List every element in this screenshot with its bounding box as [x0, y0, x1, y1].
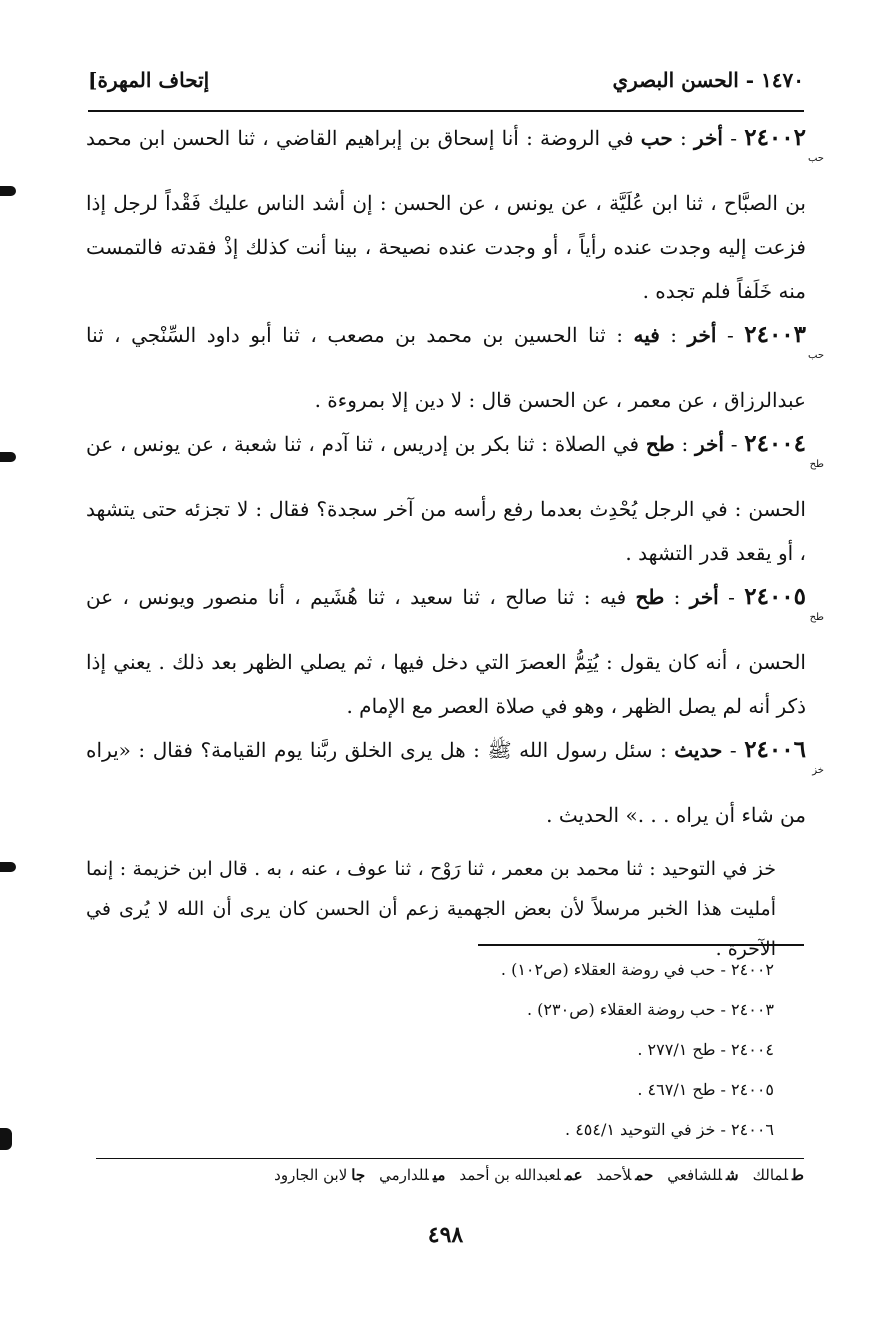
entry-24002: حب٢٤٠٠٢ - أخر : حب في الروضة : أنا إسحاق بن إبراهيم القاضي ، ثنا الحسن ابن محمد بن الصبَّاح ، ثنا ابن عُلَيَّة ، عن يونس ، عن الحسن : إن أشد الناس عليك فَقْداً لرجل إذا فزعت إليه وجدت عنده رأياً ، أو وجدت عنده نصيحة ، بينا أنت كذلك إذْ فقدته فالتمست منه خَلَفاً فلم تجده . — [86, 124, 824, 303]
header-right-title: ١٤٧٠ - الحسن البصري — [612, 68, 804, 92]
footnote-rule — [478, 944, 804, 946]
abbreviation-legend — [96, 1166, 804, 1184]
entry-number: ٢٤٠٠٢ — [744, 124, 806, 151]
legend-item — [274, 1166, 365, 1184]
entry-kind: أخر — [694, 126, 723, 150]
legend-abbr: حم — [635, 1166, 654, 1184]
entry-kind: أخر — [689, 585, 719, 609]
source-tag: حب — [808, 350, 825, 361]
legend-item — [597, 1166, 654, 1184]
footnote-item: ٢٤٠٠٦ - خز في التوحيد ٤٥٤/١ . — [565, 1120, 774, 1139]
entry-source: فيه — [633, 323, 660, 347]
header-left-title: [إتحاف المهرة — [88, 68, 210, 92]
entry-24006: خز٢٤٠٠٦ - حديث : سئل رسول الله ﷺ : هل يرى الخلق ربَّنا يوم القيامة؟ فقال : «يراه من شاء أن يراه . . .» الحديث . — [86, 736, 824, 827]
entry-source: حب — [640, 126, 673, 150]
legend-name: لعبدالله بن أحمد — [459, 1166, 561, 1184]
margin-mark — [0, 862, 16, 872]
margin-mark — [0, 452, 16, 462]
entry-text: في الصلاة : ثنا بكر بن إدريس ، ثنا آدم ، ثنا شعبة ، عن يونس ، عن الحسن : في الرجل يُحْدِث بعدما رفع رأسه من آخر سجدة؟ فقال : لا تجزئه حتى يتشهد ، أو يقعد قدر التشهد . — [86, 432, 806, 565]
entry-text: فيه : ثنا صالح ، ثنا سعيد ، ثنا هُشَيم ، أنا منصور ويونس ، عن الحسن ، أنه كان يقول : يُتِمُّ العصرَ التي دخل فيها ، ثم يصلي الظهر بعد ذلك . يعني إذا ذكر أنه لم يصل الظهر ، وهو في صلاة العصر مع الإمام . — [86, 585, 806, 718]
source-tag: خز — [812, 765, 824, 776]
footnote-item: ٢٤٠٠٣ - حب روضة العقلاء (ص٢٣٠) . — [526, 1000, 774, 1019]
entry-source: طح — [645, 432, 675, 456]
source-tag: طح — [809, 612, 825, 623]
entry-kind: حديث — [674, 738, 723, 762]
legend-name: لابن الجارود — [274, 1166, 348, 1184]
footnote-item: ٢٤٠٠٤ - طح ٢٧٧/١ . — [637, 1040, 774, 1059]
footnotes — [300, 950, 774, 1150]
source-tag: طح — [809, 459, 824, 470]
editor-note: خز في التوحيد : ثنا محمد بن معمر ، ثنا رَوْح ، ثنا عوف ، عنه ، به . قال ابن خزيمة : إنما أمليت هذا الخبر مرسلاً لأن بعض الجهمية زعم أن الحسن كان يرى أن الله لا يُرى في الآخرة . — [86, 858, 776, 960]
legend-rule — [96, 1158, 804, 1159]
legend-name: لمالك — [752, 1166, 789, 1184]
entry-number: ٢٤٠٠٦ — [744, 736, 806, 763]
entry-text: : سئل رسول الله ﷺ : هل يرى الخلق ربَّنا يوم القيامة؟ فقال : «يراه من شاء أن يراه . . .» الحديث . — [86, 738, 806, 827]
footnote-item: ٢٤٠٠٢ - حب في روضة العقلاء (ص١٠٢) . — [500, 960, 774, 979]
source-tag: حب — [807, 153, 824, 164]
entry-text: : ثنا الحسين بن محمد بن مصعب ، ثنا أبو داود السِّنْجي ، ثنا عبدالرزاق ، عن معمر ، عن الحسن قال : لا دين إلا بمروءة . — [86, 323, 806, 412]
margin-mark — [0, 1128, 12, 1150]
legend-abbr: مي — [432, 1166, 446, 1184]
entry-kind: أخر — [694, 432, 724, 456]
margin-mark — [0, 186, 16, 196]
legend-abbr: ش — [726, 1166, 739, 1184]
legend-name: لأحمد — [596, 1166, 632, 1184]
legend-abbr: ط — [792, 1166, 804, 1184]
entry-24005: طح٢٤٠٠٥ - أخر : طح فيه : ثنا صالح ، ثنا سعيد ، ثنا هُشَيم ، أنا منصور ويونس ، عن الحسن ، أنه كان يقول : يُتِمُّ العصرَ التي دخل فيها ، ثم يصلي الظهر بعد ذلك . يعني إذا ذكر أنه لم يصل الظهر ، وهو في صلاة العصر مع الإمام . — [86, 583, 825, 718]
legend-abbr: جا — [351, 1166, 366, 1184]
legend-abbr: عم — [564, 1166, 583, 1184]
header-rule — [88, 110, 804, 112]
legend-name: للشافعي — [667, 1166, 723, 1184]
entry-number: ٢٤٠٠٥ — [744, 583, 807, 610]
page-number: ٤٩٨ — [427, 1222, 464, 1248]
main-text — [86, 116, 825, 969]
entry-text: في الروضة : أنا إسحاق بن إبراهيم القاضي ، ثنا الحسن ابن محمد بن الصبَّاح ، ثنا ابن عُلَيَّة ، عن يونس ، عن الحسن : إن أشد الناس عليك فَقْداً لرجل إذا فزعت إليه وجدت عنده رأياً ، أو وجدت عنده نصيحة ، بينا أنت كذلك إذْ فقدته فالتمست منه خَلَفاً فلم تجده . — [86, 126, 806, 303]
footnote-item: ٢٤٠٠٥ - طح ٤٦٧/١ . — [637, 1080, 774, 1099]
entry-kind: أخر — [687, 323, 717, 347]
legend-item — [459, 1166, 582, 1184]
running-header — [88, 60, 804, 100]
legend-item — [379, 1166, 445, 1184]
entry-number: ٢٤٠٠٤ — [744, 430, 806, 457]
entry-number: ٢٤٠٠٣ — [744, 321, 807, 348]
legend-name: للدارمي — [379, 1166, 429, 1184]
legend-item — [667, 1166, 738, 1184]
entry-source: طح — [635, 585, 665, 609]
legend-item — [753, 1166, 804, 1184]
entry-24003: حب٢٤٠٠٣ - أخر : فيه : ثنا الحسين بن محمد بن مصعب ، ثنا أبو داود السِّنْجي ، ثنا عبدالرزاق ، عن معمر ، عن الحسن قال : لا دين إلا بمروءة . — [86, 321, 825, 412]
entry-24004: طح٢٤٠٠٤ - أخر : طح في الصلاة : ثنا بكر بن إدريس ، ثنا آدم ، ثنا شعبة ، عن يونس ، عن الحسن : في الرجل يُحْدِث بعدما رفع رأسه من آخر سجدة؟ فقال : لا تجزئه حتى يتشهد ، أو يقعد قدر التشهد . — [86, 430, 824, 565]
